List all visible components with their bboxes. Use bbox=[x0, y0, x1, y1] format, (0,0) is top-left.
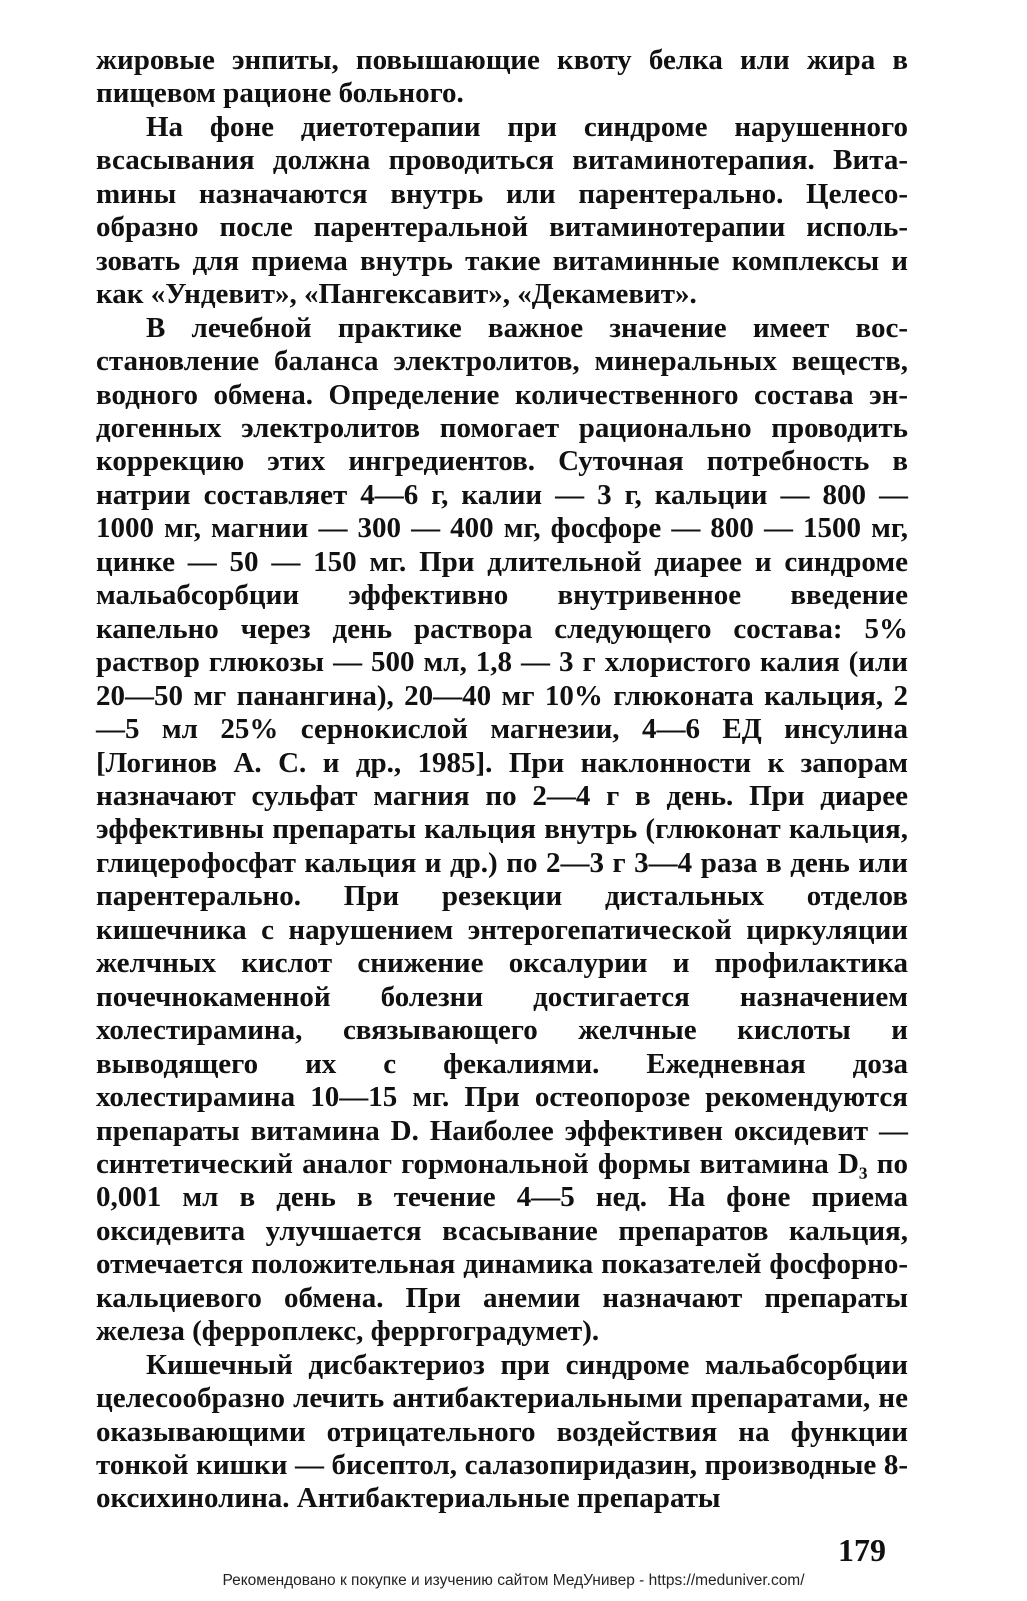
page-number: 179 bbox=[838, 1532, 886, 1568]
paragraph-1: жировые энпиты, повышающие квоту белка или жира в пищевом рационе больного. bbox=[96, 44, 908, 110]
paragraph-2: На фоне диетотерапии при синдроме нарушенного всасывания должна проводиться витаминотерапия. Витаmины назначаются внутрь или парентерально. Целесообразно после парентеральной витаминотерапии использовать для приема внутрь такие витаминные комплексы и как «Ундевит», «Пангексавит», «Декамевит». bbox=[96, 110, 908, 311]
body-text bbox=[96, 44, 908, 1516]
footer-watermark: Рекомендовано к покупке и изучению сайтом МедУнивер - https://meduniver.com/ bbox=[222, 1572, 805, 1589]
paragraph-3: В лечебной практике важное значение имеет восстановление баланса электролитов, минеральных веществ, водного обмена. Определение количественного состава эндогенных электролитов помогает рационально проводить коррекцию этих ингредиентов. Суточная потребность в натрии составляет 4—6 г, калии — 3 г, кальции — 800 — 1000 мг, магнии — 300 — 400 мг, фосфоре — 800 — 1500 мг, цинке — 50 — 150 мг. При длительной диарее и синдроме мальабсорбции эффективно внутривенное введение капельно через день раствора следующего состава: 5% раствор глюкозы — 500 мл, 1,8 — 3 г хлористого калия (или 20—50 мг панангина), 20—40 мг 10% глюконата кальция, 2—5 мл 25% сернокислой магнезии, 4—6 ЕД инсулина [Логинов А. С. и др., 1985]. При наклонности к запорам назначают сульфат магния по 2—4 г в день. При диарее эффективны препараты кальция внутрь (глюконат кальция, глицерофосфат кальция и др.) по 2—3 г 3—4 раза в день или парентерально. При резекции дистальных отделов кишечника с нарушением энтерогепатической циркуляции желчных кислот снижение оксалурии и профилактика почечнокаменной болезни достигается назначением холестирамина, связывающего желчные кислоты и выводящего их с фекалиями. Ежедневная доза холестирамина 10—15 мг. При остеопорозе рекомендуются препараты витамина D. Наиболее эффективен оксидевит — синтетический аналог гормональной формы витамина D₃ по 0,001 мл в день в течение 4—5 нед. На фоне приема оксидевита улучшается всасывание препаратов кальция, отмечается положительная динамика показателей фосфорно-кальциевого обмена. При анемии назначают препараты железа (ферроплекс, ферргоградумет). bbox=[96, 311, 908, 1348]
paragraph-4: Кишечный дисбактериоз при синдроме мальабсорбции целесообразно лечить антибактериальными препаратами, не оказывающими отрицательного воздействия на функции тонкой кишки — бисептол, салазопиридазин, производные 8-оксихинолина. Антибактериальные препараты bbox=[96, 1348, 908, 1515]
